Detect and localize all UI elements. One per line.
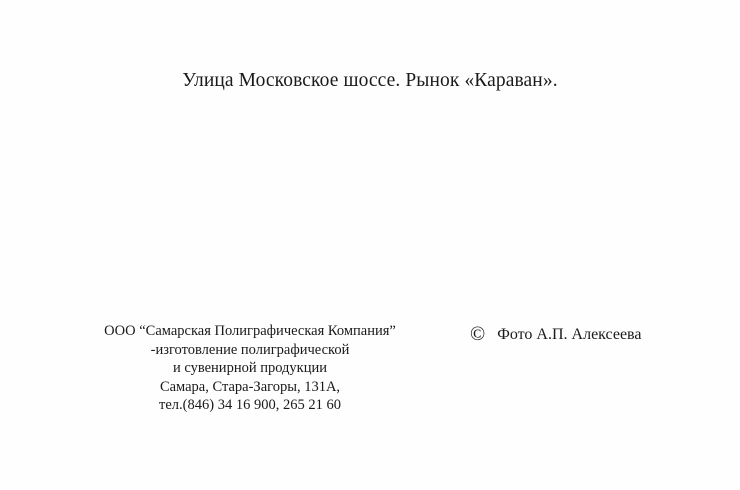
publisher-block: [70, 322, 430, 415]
publisher-address: Самара, Стара-Загоры, 131А,: [159, 378, 341, 395]
copyright-icon: ©: [470, 323, 486, 345]
photo-credit: [470, 322, 641, 345]
publisher-service-line-1: -изготовление полиграфической: [150, 341, 350, 358]
photo-credit-text: Фото А.П. Алексеева: [497, 326, 642, 343]
publisher-name: ООО “Самарская Полиграфическая Компания”: [104, 323, 396, 339]
publisher-service-line-2: и сувенирной продукции: [172, 360, 328, 376]
caption-title: Улица Московское шоссе. Рынок «Караван».: [182, 70, 558, 91]
publisher-phone: тел.(846) 34 16 900, 265 21 60: [159, 397, 341, 413]
